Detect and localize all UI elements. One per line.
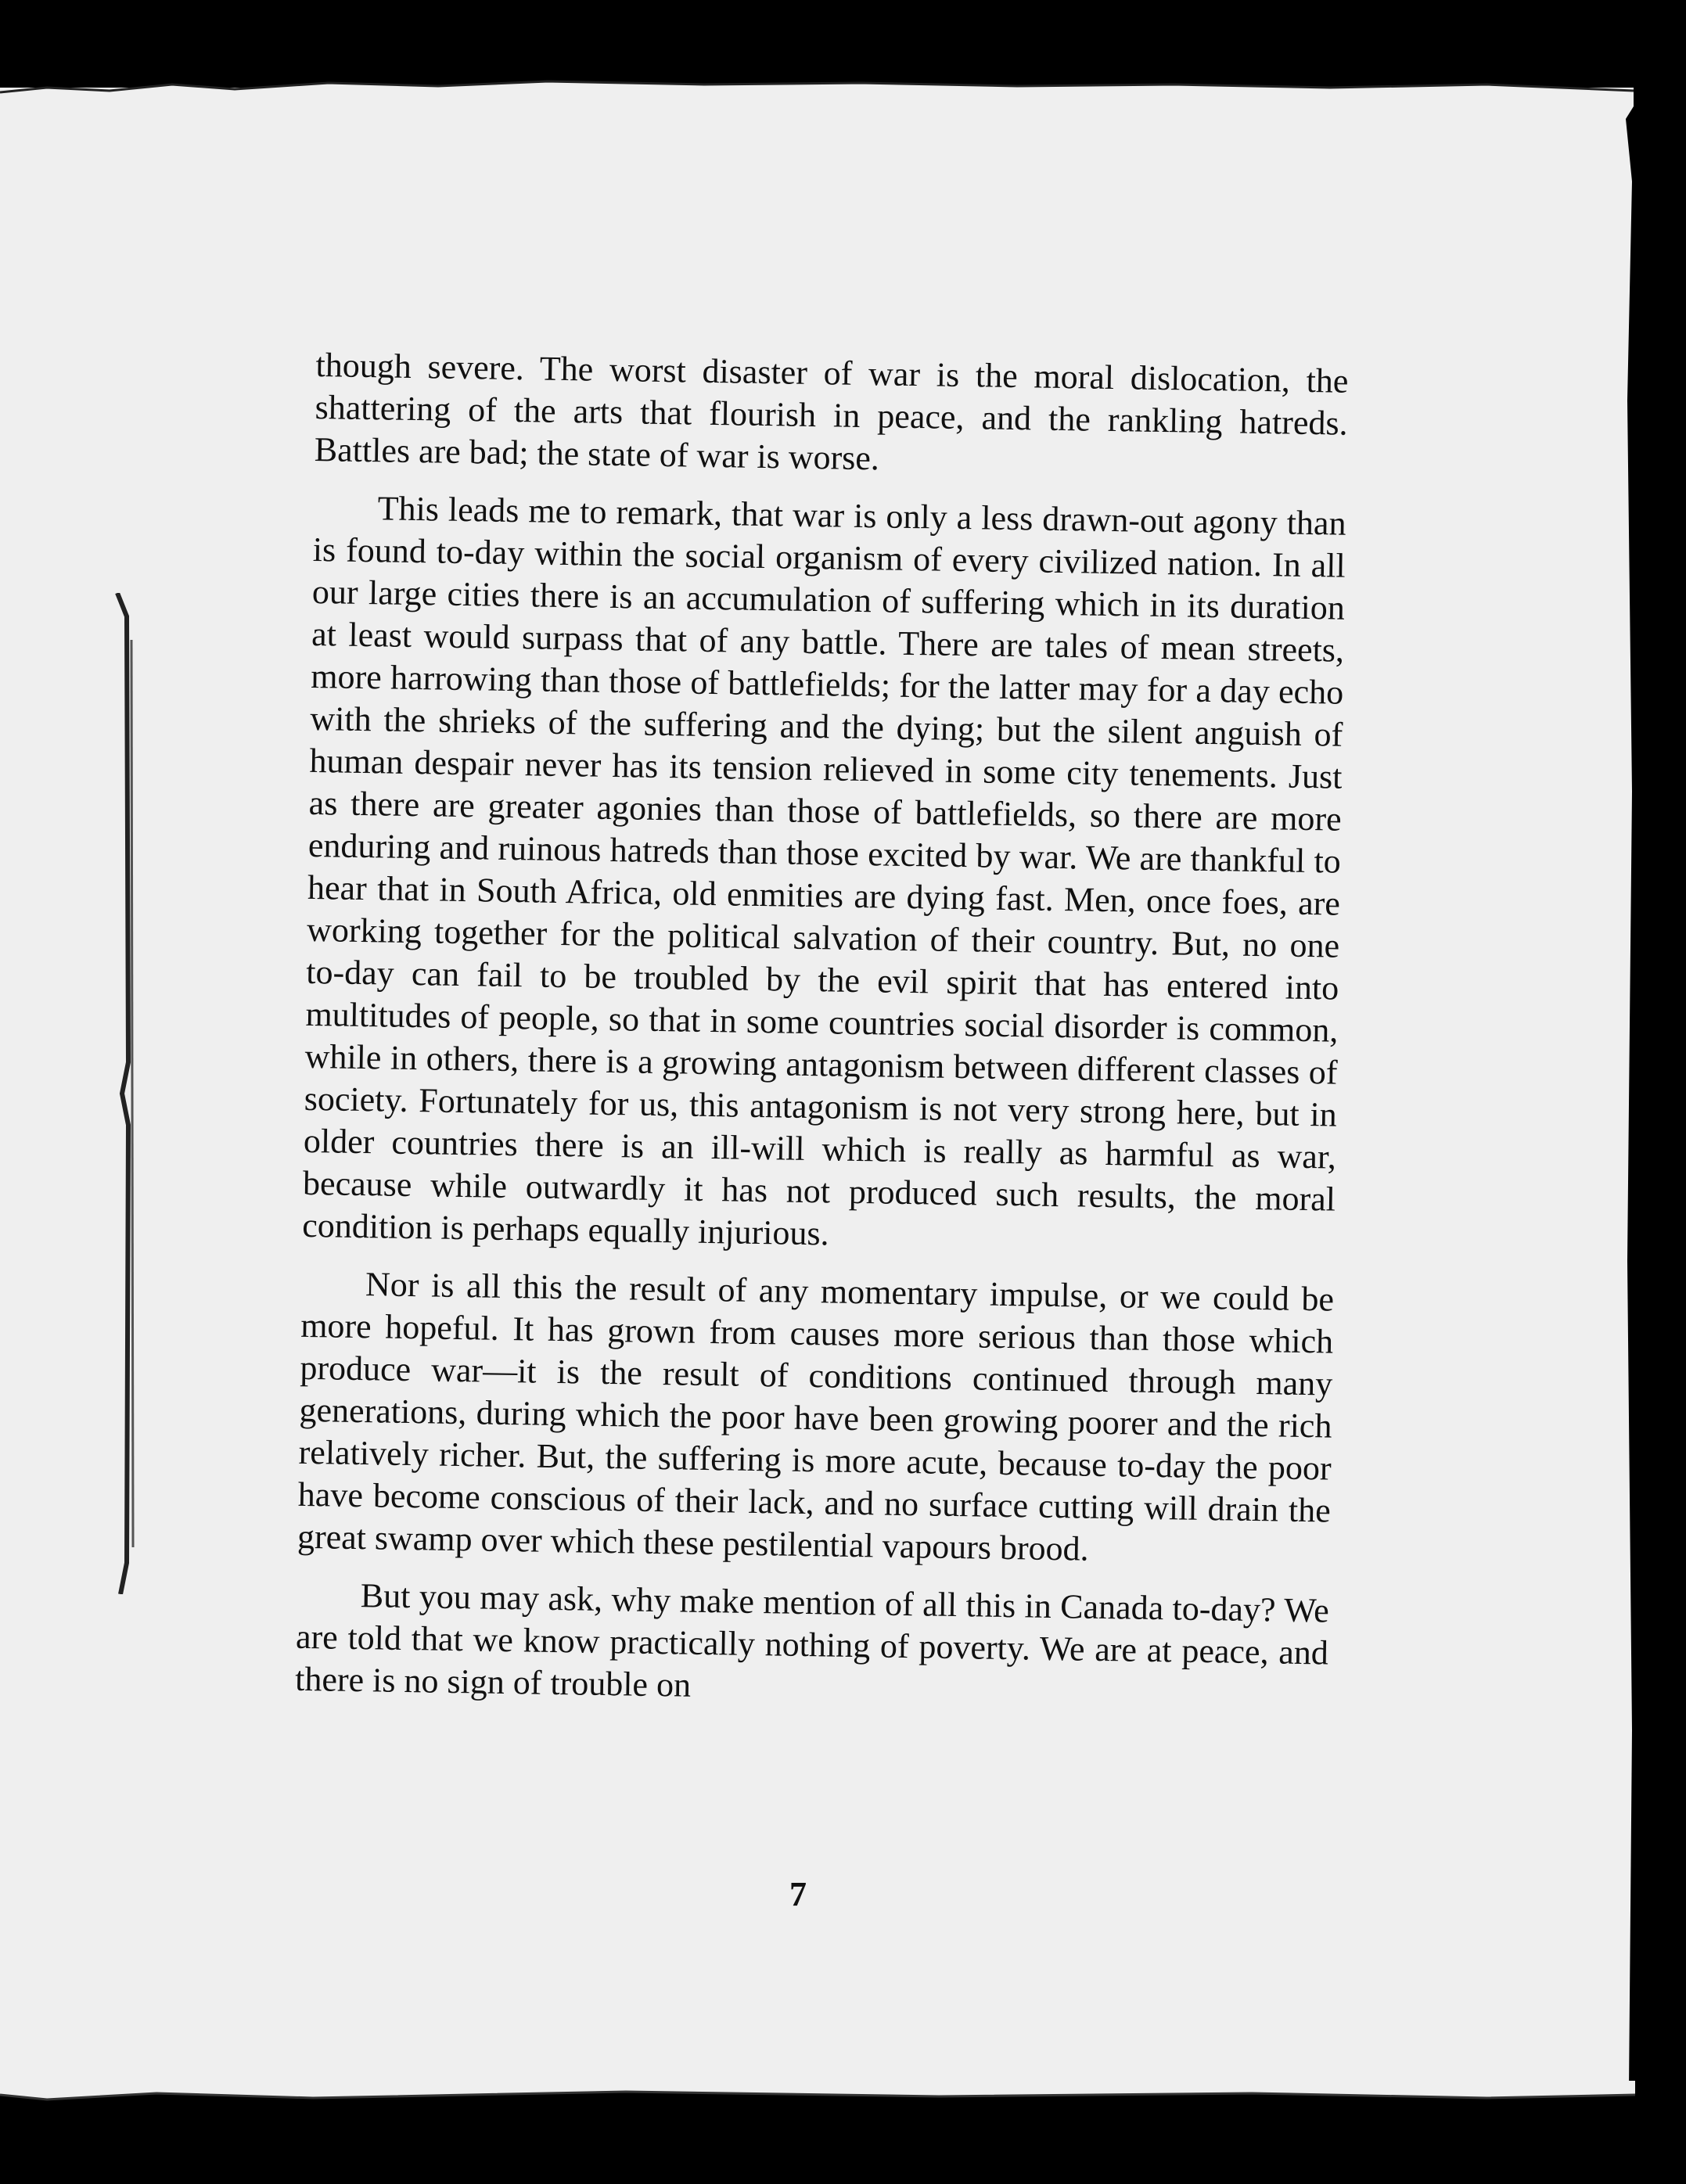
paragraph: This leads me to remark, that war is only a less drawn-out agony than is found to-day within the social organism of every civilized nation. In all our large cities there is an accumulation of suffering which in its duration at least would surpass that of any battle. There are tales of mean streets, more harrowing than those of battlefields; for the latter may for a day echo with the shrieks of the suffering and the dying; but the silent anguish of human despair never has its tension relieved in some city tenements. Just as there are greater agonies than those of battlefields, so there are more enduring and ruinous hatreds than those excited by war. We are thankful to hear that in South Africa, old enmities are dying fast. Men, once foes, are working together for the political salvation of their country. But, no one to-day can fail to be troubled by the evil spirit that has entered into multitudes of people, so that in some countries social disorder is common, while in others, there is a growing antagonism between different classes of society. Fortunately for us, this antagonism is not very strong here, but in older countries there is an ill-will which is really as harmful as war, because while outwardly it has not produced such results, the moral condition is perhaps equally injurious. — [301, 489, 1346, 1253]
paragraph: Nor is all this the result of any momentary impulse, or we could be more hopeful. It has grown from causes more serious than those which produce war—it is the result of conditions continued through many generations, during which the poor have been growing poorer and the rich relatively richer. But, the suffering is more acute, because to-day the poor have become conscious of their lack, and no surface cutting will drain the great swamp over which these pestilential vapours brood. — [297, 1265, 1335, 1568]
body-text — [294, 344, 1348, 1733]
page-number: 7 — [789, 1875, 807, 1913]
paragraph: though severe. The worst disaster of war is the moral dislocation, the shattering of the arts that flourish in peace, and the rankling hatreds. Battles are bad; the state of war is worse. — [314, 345, 1349, 478]
page-bottom-edge — [0, 2081, 1635, 2112]
binding-mark — [86, 593, 141, 1594]
paragraph: But you may ask, why make mention of all this in Canada to-day? We are told that we know practically nothing of poverty. We are at peace, and there is no sign of trouble on — [294, 1576, 1330, 1704]
page-top-edge — [0, 75, 1634, 106]
